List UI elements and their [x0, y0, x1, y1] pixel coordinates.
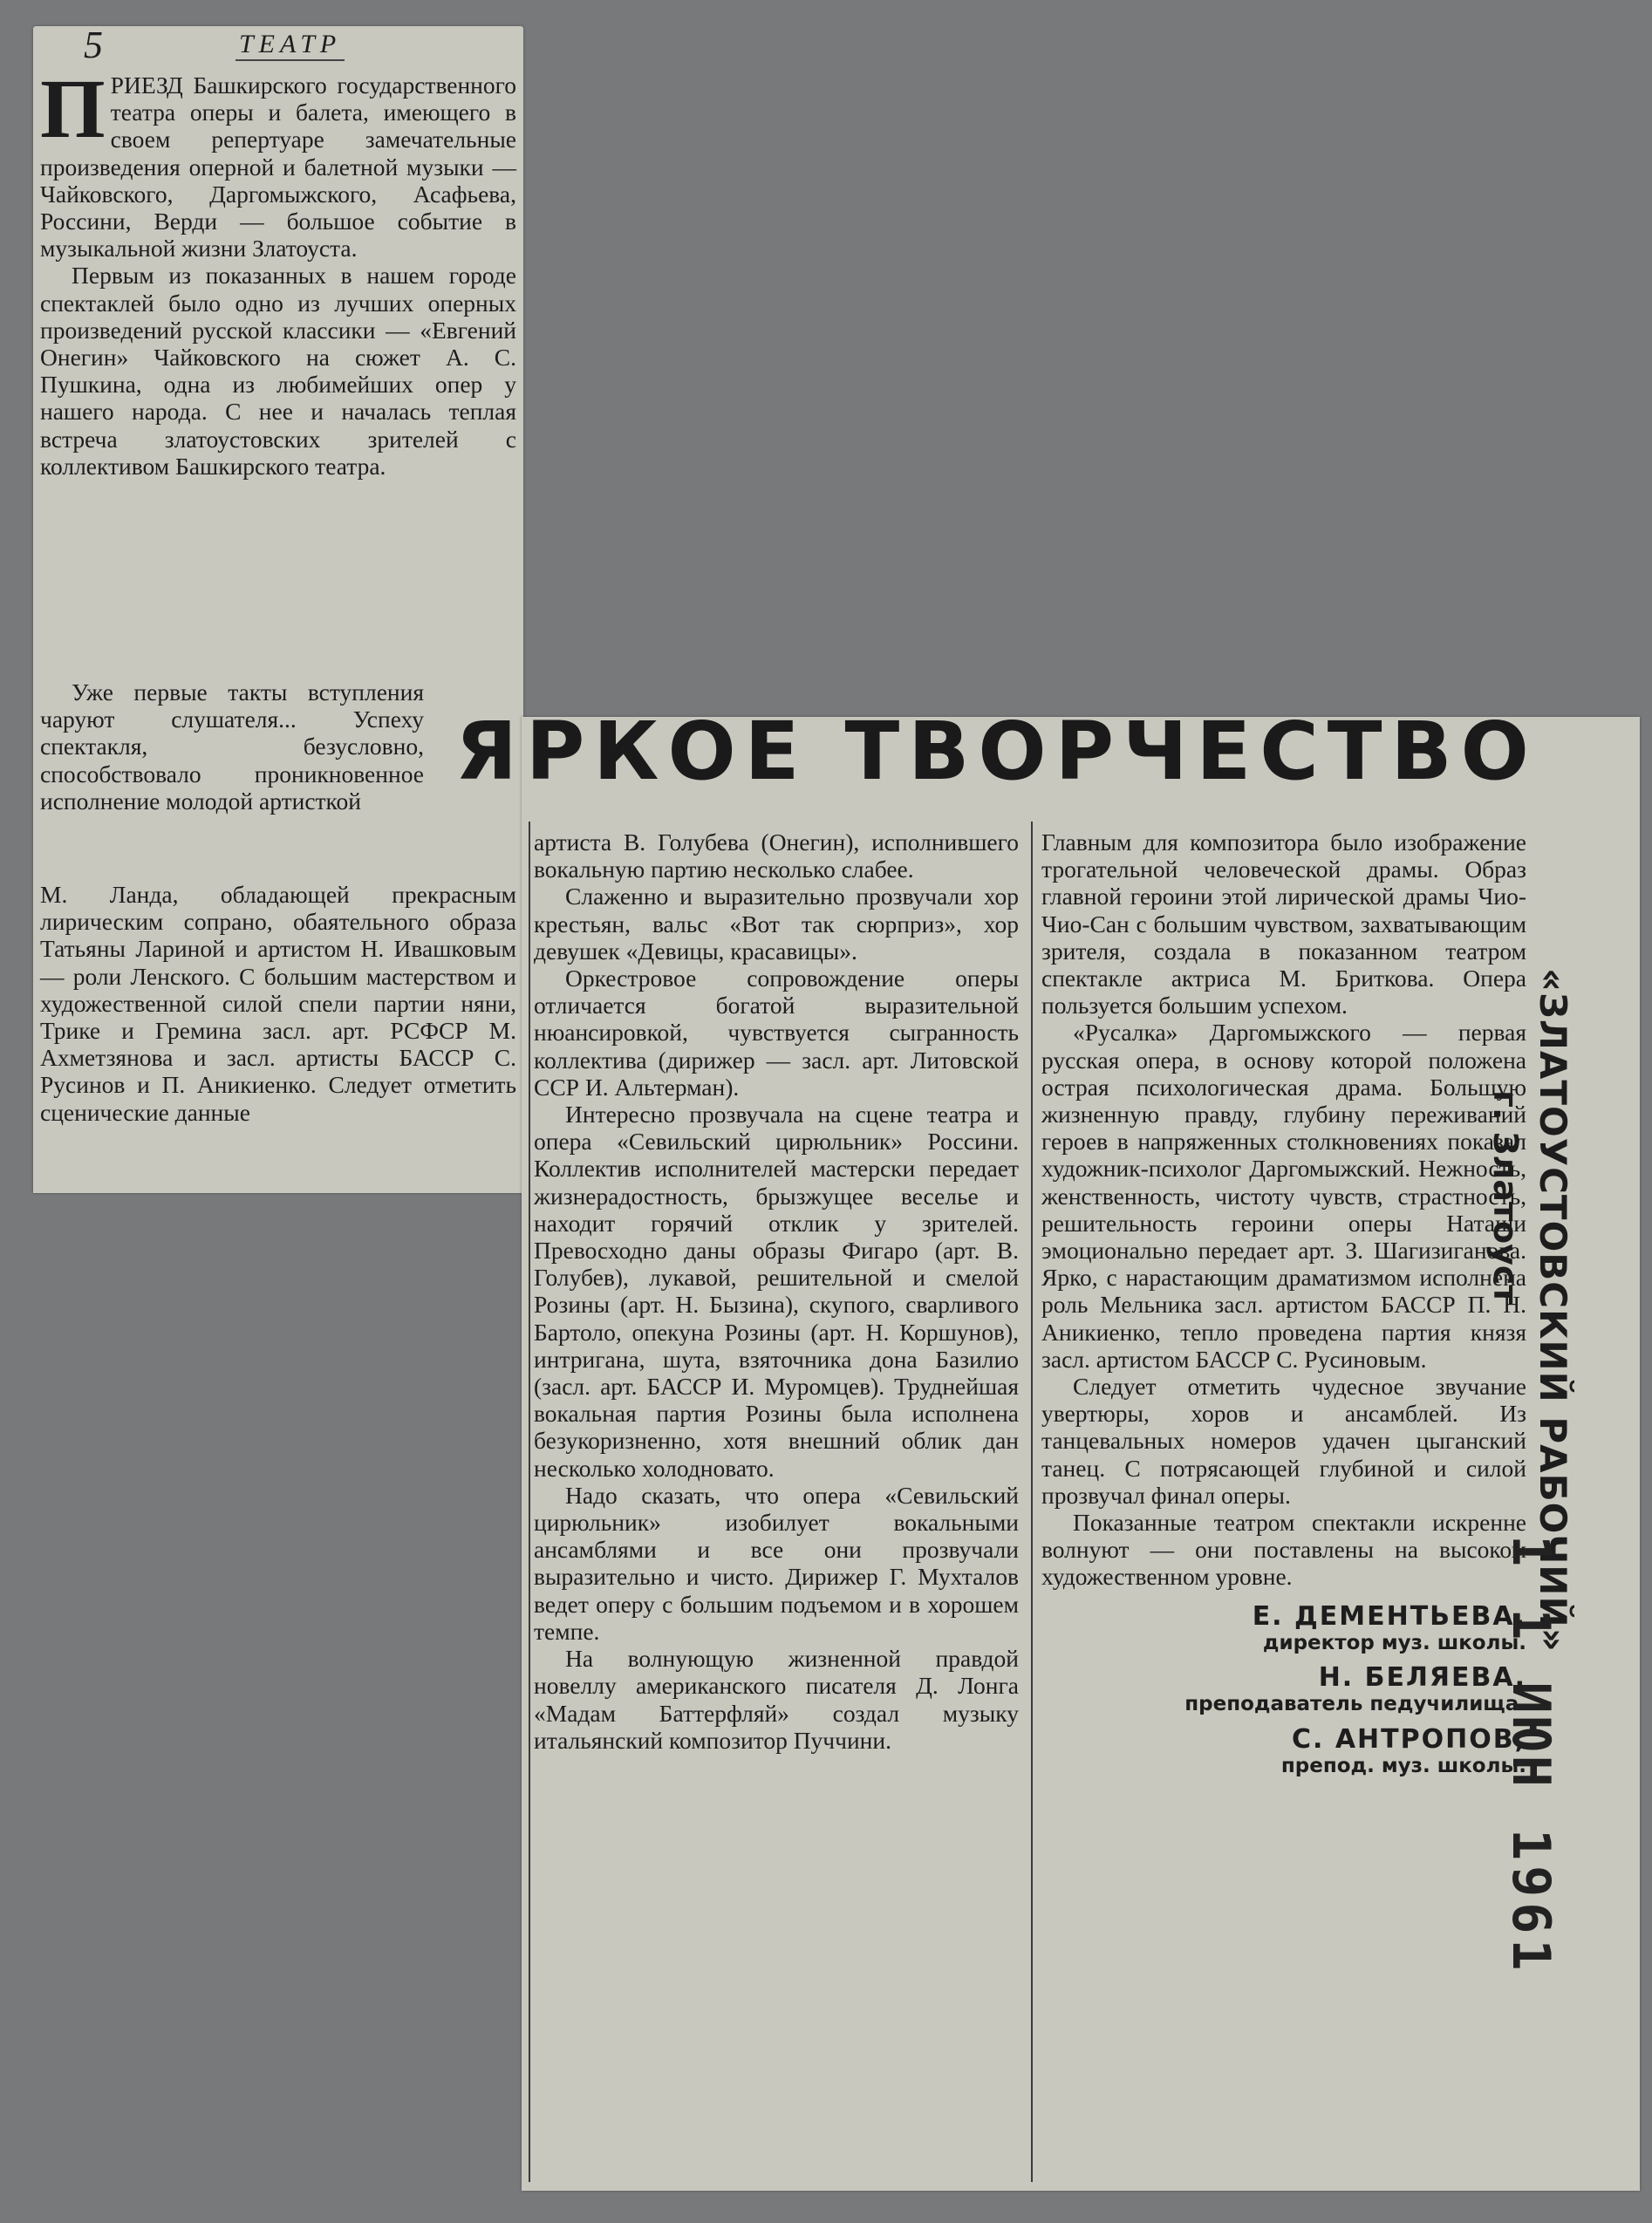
paragraph: Надо сказать, что опера «Севильский цирюльник» изобилует вокальными ансамблями и все они прозвучали выразительно и чисто. Дирижер Г. Мухталов ведет оперу с большим подъемом и в хорошем темпе. — [534, 1481, 1019, 1645]
article-column-1-narrow — [40, 678, 424, 815]
signature-name: С. АНТРОПОВ, — [1291, 1723, 1526, 1755]
article-column-2 — [534, 829, 1019, 1754]
paragraph: На волнующую жизненной правдой новеллу американского писателя Д. Лонга «Мадам Баттерфляй» создал музыку итальянский композитор Пуччини. — [534, 1645, 1019, 1754]
newspaper-masthead: «ЗЛАТОУСТОВСКИЙ РАБОЧИЙ» — [1532, 968, 1574, 1653]
paragraph: Следует отметить чудесное звучание увертюры, хоров и ансамблей. Из танцевальных номеров удачен цыганский танец. С потрясающей глубиной и силой прозвучал финал оперы. — [1041, 1373, 1526, 1509]
column-rule — [529, 822, 530, 2182]
signature-block — [1041, 1600, 1526, 1780]
signature-role: преподаватель педучилища. — [1184, 1693, 1526, 1716]
paragraph: Главным для композитора было изображение трогательной человеческой драмы. Образ главной героини этой лирической драмы Чио-Чио-Сан с большим чувством, захватывающим зрителя, создала в показанном театром спектакле актриса М. Бриткова. Опера пользуется большим успехом. — [1041, 829, 1526, 1019]
paragraph: Показанные театром спектакли искренне волнуют — они поставлены на высоком художественном уровне. — [1041, 1509, 1526, 1591]
paragraph: Оркестровое сопровождение оперы отличается богатой выразительной нюансировкой, чувствуется сыгранность коллектива (дирижер — засл. арт. Литовской ССР И. Альтерман). — [534, 965, 1019, 1101]
handwritten-mark: 5 — [84, 24, 103, 66]
article-column-1 — [40, 62, 516, 480]
column-rule — [1031, 822, 1033, 2182]
newspaper-city: г. Златоуст — [1486, 1090, 1525, 1305]
signature-role: директор муз. школы. — [1262, 1631, 1526, 1654]
signature-name: Н. БЕЛЯЕВА, — [1318, 1662, 1526, 1694]
rubric-label: ТЕАТР — [236, 30, 345, 61]
paragraph: Слаженно и выразительно прозвучали хор крестьян, вальс «Вот так сюрприз», хор девушек «Девицы, красавицы». — [534, 883, 1019, 965]
article-column-1-tail — [40, 881, 516, 1126]
paragraph: М. Ланда, обладающей прекрасным лирическим сопрано, обаятельного образа Татьяны Лариной и артистом Н. Ивашковым — роли Ленского. С большим мастерством и художественной силой спели партии няни, Трике и Гремина засл. арт. РСФСР М. Ахметзянова и засл. артисты БАССР С. Русинов и П. Аникиенко. Следует отметить сценические данные — [40, 881, 516, 1126]
signature-name: Е. ДЕМЕНТЬЕВА, — [1252, 1600, 1526, 1632]
signature-role: препод. муз. школы. — [1280, 1754, 1526, 1777]
paragraph: артиста В. Голубева (Онегин), исполнившего вокальную партию несколько слабее. — [534, 829, 1019, 883]
paragraph: «Русалка» Даргомыжского — первая русская опера, в основу которой положена острая психологическая драма. Большую жизненную правду, глубину переживаний героев в напряженных столкновениях показал художник-психолог Даргомыжский. Нежность, женственность, чистоту чувств, страстность, решительность героини оперы Наташи эмоционально передает арт. З. Шагизиганова. Ярко, с нарастающим драматизмом исполнена роль Мельника засл. артистом БАССР П. Н. Аникиенко, тепло проведена партия князя засл. артистом БАССР С. Русиновым. — [1041, 1019, 1526, 1373]
paragraph: Первым из показанных в нашем городе спектаклей было одно из лучших оперных произведений русской классики — «Евгений Онегин» Чайковского на сюжет А. С. Пушкина, одна из любимейших опер у нашего народа. С нее и началась теплая встреча златоустовских зрителей с коллективом Башкирского театра. — [40, 262, 516, 480]
paragraph: Уже первые такты вступления чаруют слушателя... Успеху спектакля, безусловно, способствовало проникновенное исполнение молодой артисткой — [40, 678, 424, 815]
headline: ЯРКОЕ ТВОРЧЕСТВО — [455, 705, 1538, 798]
drop-cap: П — [40, 62, 106, 155]
date-stamp: 1 1 ИЮН 1961 — [1500, 1535, 1561, 1976]
article-column-3 — [1041, 829, 1526, 1787]
paragraph: РИЕЗД Башкирского государственного театра оперы и балета, имеющего в своем репертуаре замечательные произведения оперной и балетной музыки — Чайковского, Даргомыжского, Асафьева, Россини, Верди — большое событие в музыкальной жизни Златоуста. — [40, 72, 516, 263]
paragraph: Интересно прозвучала на сцене театра и опера «Севильский цирюльник» Россини. Коллектив исполнителей мастерски передает жизнерадостность, брызжущее веселье и находит горячий отклик у зрителей. Превосходно даны образы Фигаро (арт. В. Голубев), лукавой, решительной и смелой Розины (арт. Н. Бызина), скупого, сварливого Бартоло, опекуна Розины (арт. Н. Коршунов), интригана, шута, взяточника дона Базилио (засл. арт. БАССР И. Муромцев). Труднейшая вокальная партия Розины была исполнена безукоризненно, хотя внешний облик дан несколько холодновато. — [534, 1101, 1019, 1482]
